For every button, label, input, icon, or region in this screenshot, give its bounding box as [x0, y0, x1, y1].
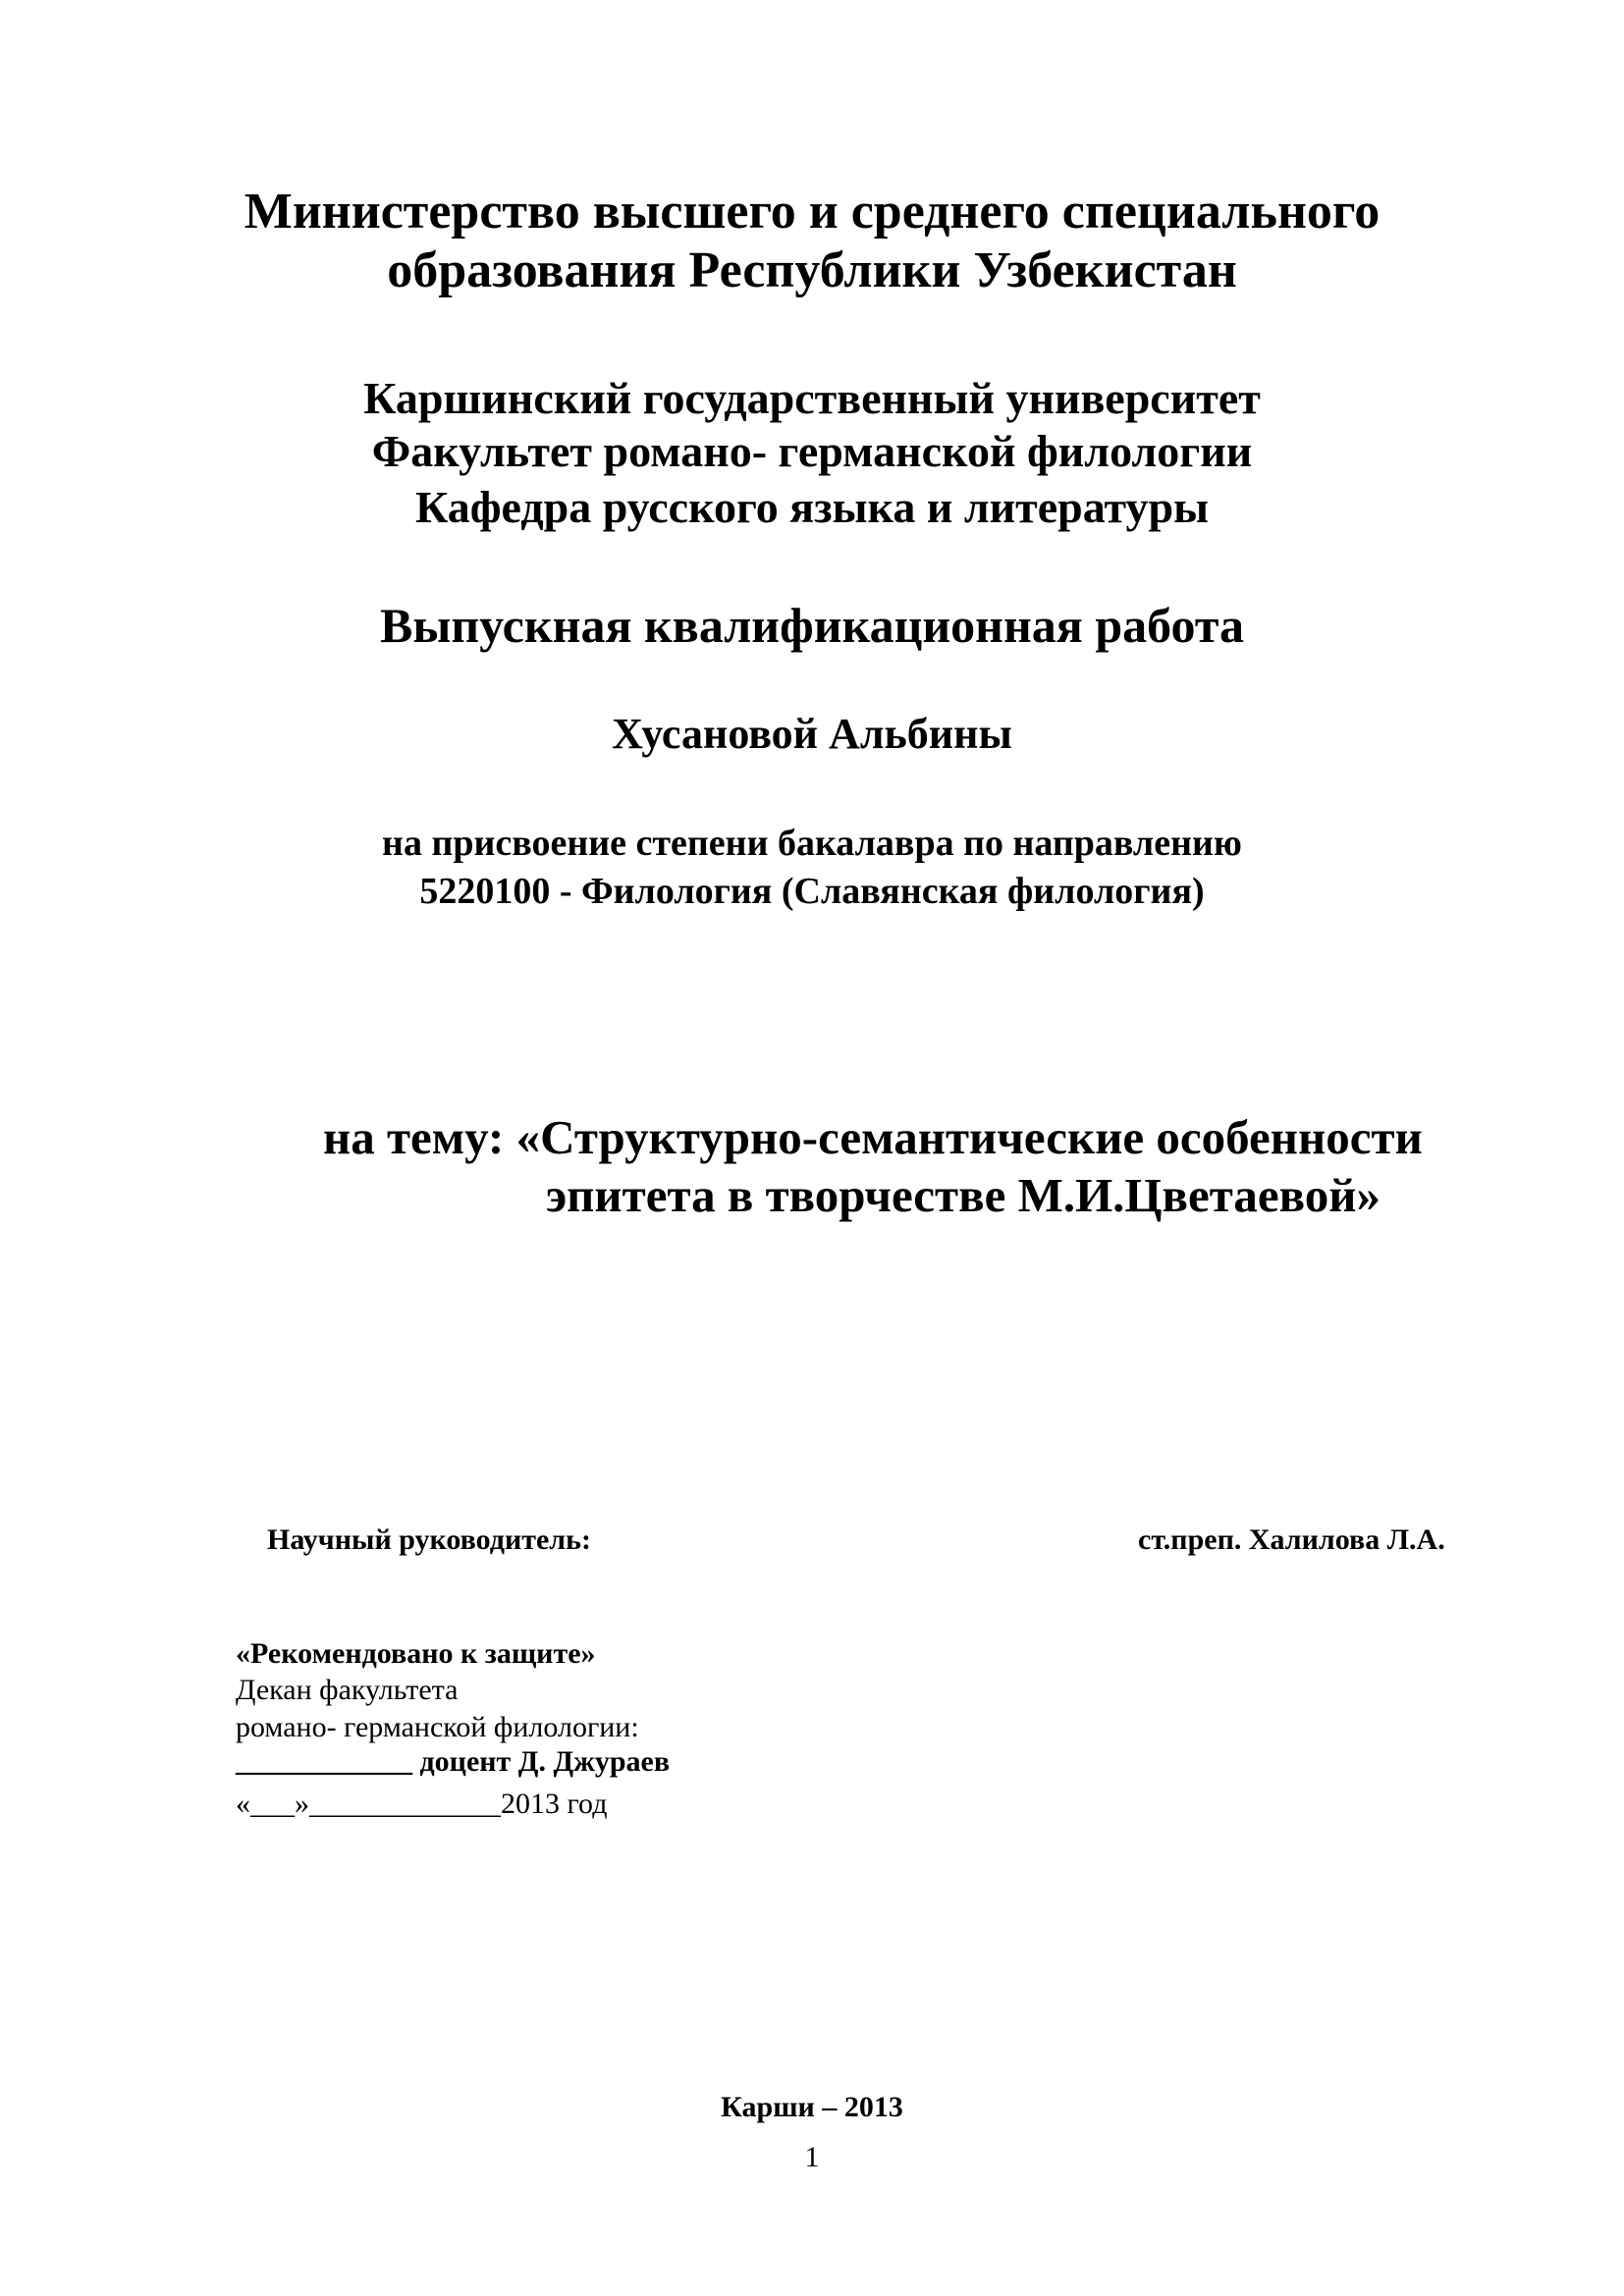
work-title: Выпускная квалификационная работа — [379, 598, 1245, 653]
place-year: Карши – 2013 — [721, 2091, 903, 2123]
author-name: Хусановой Альбины — [612, 710, 1012, 758]
signature-blank: ____________ — [236, 1745, 412, 1778]
topic-line-2: эпитета в творчестве М.И.Цветаевой» — [546, 1168, 1381, 1222]
dean-title-line-2: романо- германской филологии: — [236, 1711, 639, 1743]
supervisor-name: ст.преп. Халилова Л.А. — [1138, 1523, 1445, 1556]
degree-line-2: 5220100 - Филология (Славянская филология) — [419, 871, 1205, 912]
department-name: Кафедра русского языка и литературы — [414, 482, 1210, 532]
degree-line-1: на присвоение степени бакалавра по направлению — [382, 823, 1242, 864]
faculty-name: Факультет романо- германской филологии — [371, 426, 1253, 476]
topic-line-1: на тему: «Структурно-семантические особенности — [323, 1110, 1423, 1164]
ministry-line-2: образования Республики Узбекистан — [387, 242, 1237, 298]
date-line: «___»_____________2013 год — [236, 1788, 608, 1820]
dean-title-line-1: Декан факультета — [236, 1674, 459, 1706]
page-number: 1 — [804, 2141, 820, 2173]
supervisor-label: Научный руководитель: — [267, 1523, 591, 1556]
ministry-line-1: Министерство высшего и среднего специального — [244, 184, 1380, 240]
university-name: Каршинский государственный университет — [363, 373, 1261, 423]
dean-name: доцент Д. Джураев — [412, 1745, 671, 1778]
recommended-label: «Рекомендовано к защите» — [236, 1637, 596, 1670]
dean-signature-line — [236, 1747, 670, 1777]
